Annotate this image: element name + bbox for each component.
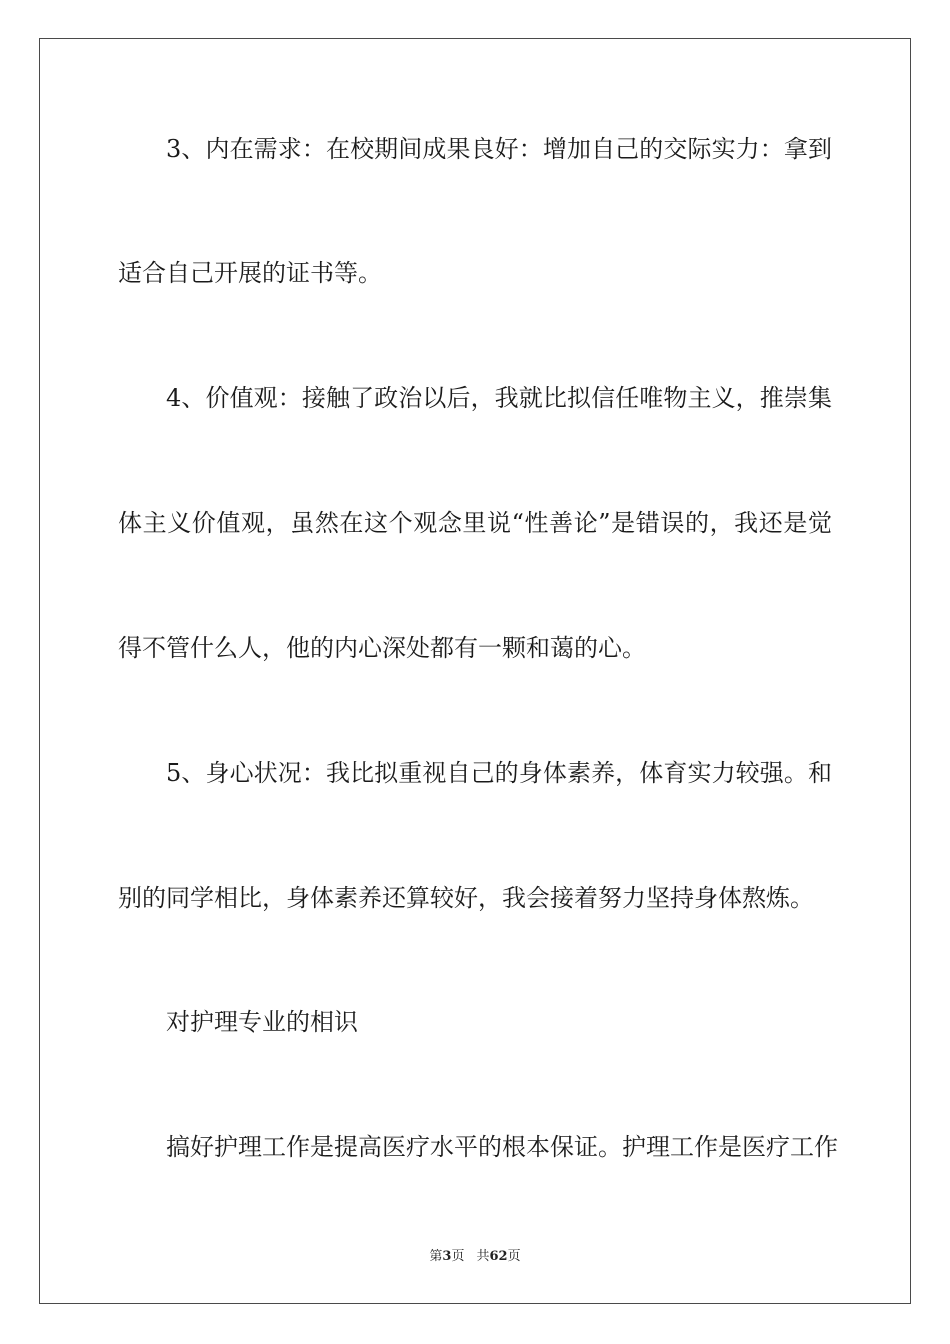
paragraph-line-2: 适合自己开展的证书等。	[118, 259, 382, 287]
paragraph-line-4: 体主义价值观，虽然在这个观念里说“性善论”是错误的，我还是觉	[118, 509, 832, 537]
paragraph-line-1: 3、内在需求：在校期间成果良好：增加自己的交际实力：拿到	[166, 135, 832, 163]
paragraph-line-7: 别的同学相比，身体素养还算较好，我会接着努力坚持身体熬炼。	[118, 884, 814, 912]
section-heading: 对护理专业的相识	[166, 1008, 358, 1036]
paragraph-line-6: 5、身心状况：我比拟重视自己的身体素养，体育实力较强。和	[166, 759, 832, 787]
total-pages: 62	[489, 1249, 508, 1264]
page-number: 3	[442, 1249, 452, 1264]
total-suffix: 页	[507, 1249, 521, 1264]
page-suffix: 页	[451, 1249, 465, 1264]
page-border	[39, 38, 911, 1304]
paragraph-line-9: 搞好护理工作是提高医疗水平的根本保证。护理工作是医疗工作	[166, 1133, 838, 1161]
page-footer	[0, 1248, 950, 1266]
paragraph-line-5: 得不管什么人，他的内心深处都有一颗和蔼的心。	[118, 634, 646, 662]
page-prefix: 第	[429, 1249, 443, 1264]
total-prefix: 共	[476, 1249, 490, 1264]
paragraph-line-3: 4、价值观：接触了政治以后，我就比拟信任唯物主义，推崇集	[166, 384, 832, 412]
